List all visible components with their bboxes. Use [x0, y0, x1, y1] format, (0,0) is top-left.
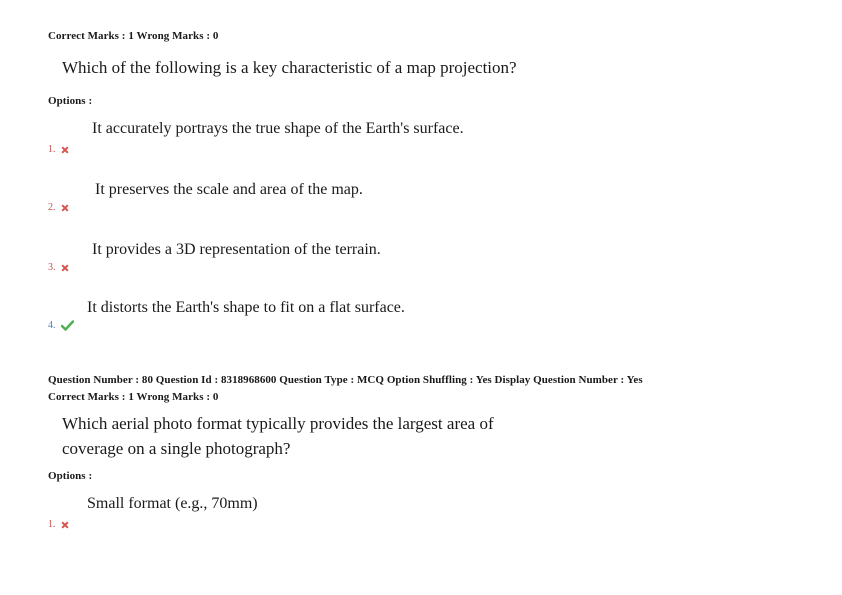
q1-option-3-number: 3. — [48, 262, 56, 273]
q2-marks: Correct Marks : 1 Wrong Marks : 0 — [48, 391, 219, 403]
q2-options-label: Options : — [48, 470, 93, 482]
q2-option-1-number: 1. — [48, 519, 56, 530]
q1-options-label: Options : — [48, 95, 93, 107]
q2-header: Question Number : 80 Question Id : 8318968600 Question Type : MCQ Option Shuffling : Yes Display Question Number : Yes — [48, 374, 643, 386]
cross-icon — [61, 521, 69, 529]
q1-option-1-number: 1. — [48, 144, 56, 155]
q1-question-text: Which of the following is a key characteristic of a map projection? — [62, 58, 517, 77]
q1-option-2-number: 2. — [48, 202, 56, 213]
cross-icon — [61, 204, 69, 212]
q2-option-1-marker — [48, 519, 69, 530]
check-icon — [61, 320, 74, 331]
q1-option-4-text: It distorts the Earth's shape to fit on a flat surface. — [87, 299, 405, 316]
q1-option-2-text: It preserves the scale and area of the map. — [95, 181, 363, 198]
cross-icon — [61, 146, 69, 154]
q1-option-1-text: It accurately portrays the true shape of the Earth's surface. — [92, 120, 464, 137]
cross-icon — [61, 264, 69, 272]
q1-option-3-text: It provides a 3D representation of the terrain. — [92, 241, 381, 258]
q1-marks: Correct Marks : 1 Wrong Marks : 0 — [48, 30, 219, 42]
q1-option-1-marker — [48, 144, 69, 155]
q2-question-text-line2: coverage on a single photograph? — [62, 439, 291, 458]
q2-question-text-line1: Which aerial photo format typically provides the largest area of — [62, 414, 494, 433]
q1-option-3-marker — [48, 262, 69, 273]
q1-option-4-number: 4. — [48, 320, 56, 331]
q1-option-2-marker — [48, 202, 69, 213]
q1-option-4-marker — [48, 320, 74, 331]
q2-option-1-text: Small format (e.g., 70mm) — [87, 495, 258, 512]
